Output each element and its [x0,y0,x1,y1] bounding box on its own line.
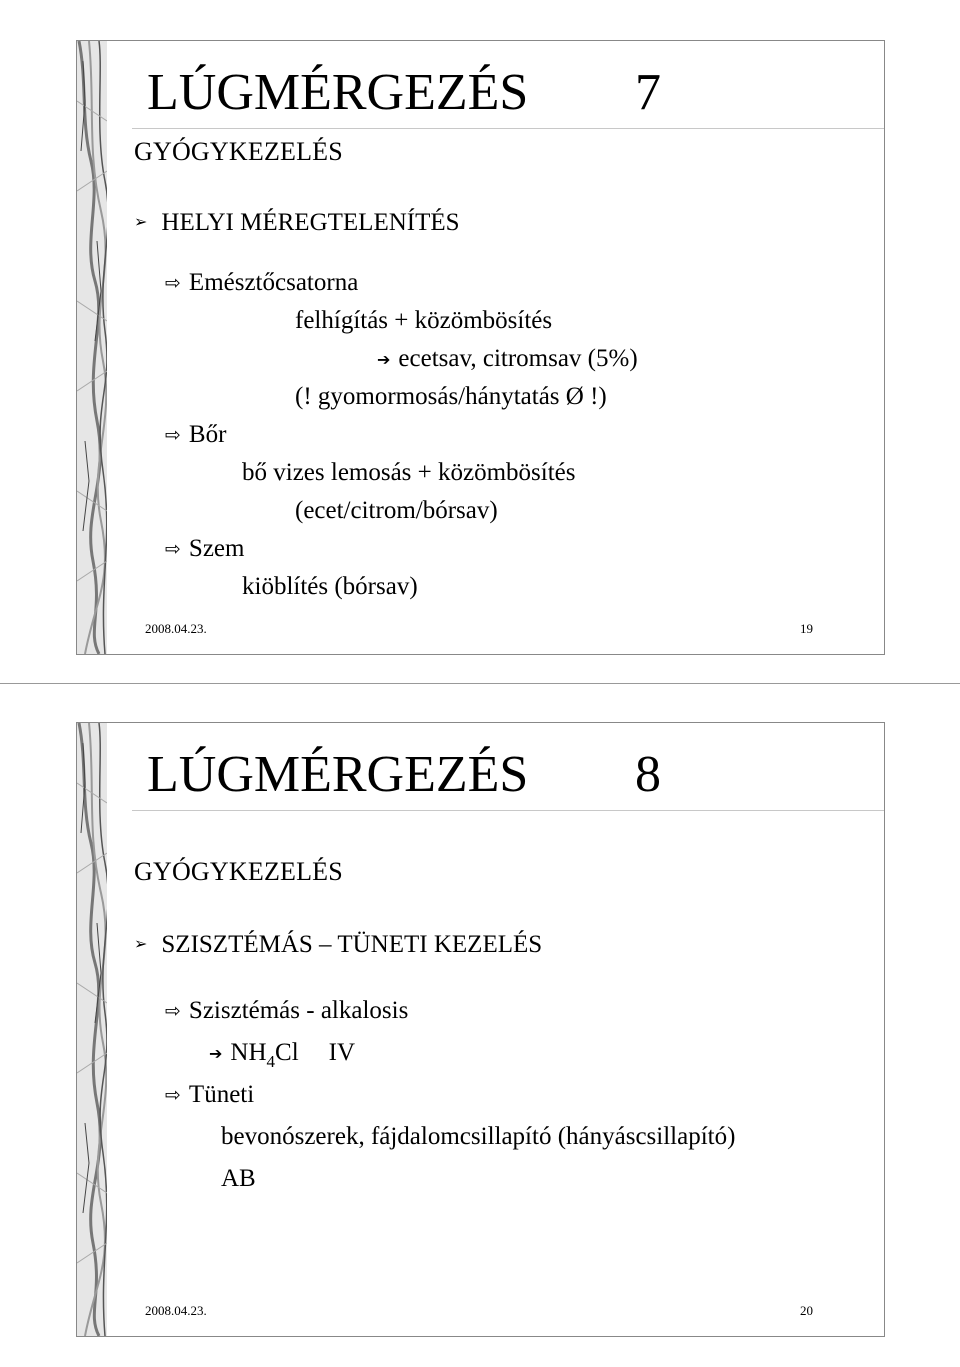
hollow-arrow-right-icon: ⇨ [165,1000,181,1022]
chevron-right-icon: ➢ [134,212,148,231]
page-number: 19 [800,621,813,636]
slide-20 [76,722,885,1337]
list-item-label: Bőr [188,421,227,448]
list-item-label: Szisztémás - alkalosis [188,997,409,1024]
slide-title-text: LÚGMÉRGEZÉS [147,64,529,121]
list-item [165,535,244,563]
hollow-arrow-right-icon: ⇨ [165,538,181,560]
list-item-detail [209,1039,355,1072]
section-heading [134,931,542,959]
list-item [165,997,408,1025]
formula-subscript: 4 [266,1052,276,1071]
decorative-texture-strip [77,723,107,1336]
slide-19 [76,40,885,655]
list-item-label: Emésztőcsatorna [188,269,359,296]
title-divider [132,810,884,811]
page-number: 20 [800,1303,813,1318]
list-item-detail [377,345,638,373]
formula-nh: NH [230,1039,267,1066]
title-divider [132,128,884,129]
list-item [165,269,358,297]
list-item-label: ecetsav, citromsav (5%) [398,345,638,372]
list-item-detail: (! gyomormosás/hánytatás Ø !) [295,383,607,410]
list-item [165,1081,254,1109]
footer-date: 2008.04.23. [145,621,207,636]
list-item-detail: bevonószerek, fájdalomcsillapító (hányáscsillapító) [221,1123,736,1150]
list-item-detail: bő vizes lemosás + közömbösítés [242,459,576,486]
arrow-right-icon: ➔ [377,350,391,369]
list-item-detail: kiöblítés (bórsav) [242,573,418,600]
hollow-arrow-right-icon: ⇨ [165,424,181,446]
slide-title-number: 8 [635,746,661,803]
decorative-texture-strip [77,41,107,654]
slide-subtitle: GYÓGYKEZELÉS [134,857,343,886]
section-heading-text: HELYI MÉREGTELENÍTÉS [161,209,460,236]
list-item-label: Tüneti [188,1081,255,1108]
chevron-right-icon: ➢ [134,934,148,953]
slide-title-number: 7 [635,64,661,121]
slide-title [147,745,661,805]
list-item-detail: AB [221,1165,256,1192]
hollow-arrow-right-icon: ⇨ [165,1084,181,1106]
page-separator-top [0,683,960,684]
arrow-right-icon: ➔ [209,1044,223,1063]
section-heading [134,209,460,237]
slide-subtitle: GYÓGYKEZELÉS [134,137,343,166]
list-item [165,421,226,449]
footer-date: 2008.04.23. [145,1303,207,1318]
formula-cl: Cl [275,1039,299,1066]
list-item-label: Szem [188,535,245,562]
hollow-arrow-right-icon: ⇨ [165,272,181,294]
formula-route: IV [328,1039,356,1066]
section-heading-text: SZISZTÉMÁS – TÜNETI KEZELÉS [161,931,543,958]
slide-title [147,63,661,123]
slide-title-text: LÚGMÉRGEZÉS [147,746,529,803]
list-item-detail: (ecet/citrom/bórsav) [295,497,498,524]
list-item-detail: felhígítás + közömbösítés [295,307,553,334]
